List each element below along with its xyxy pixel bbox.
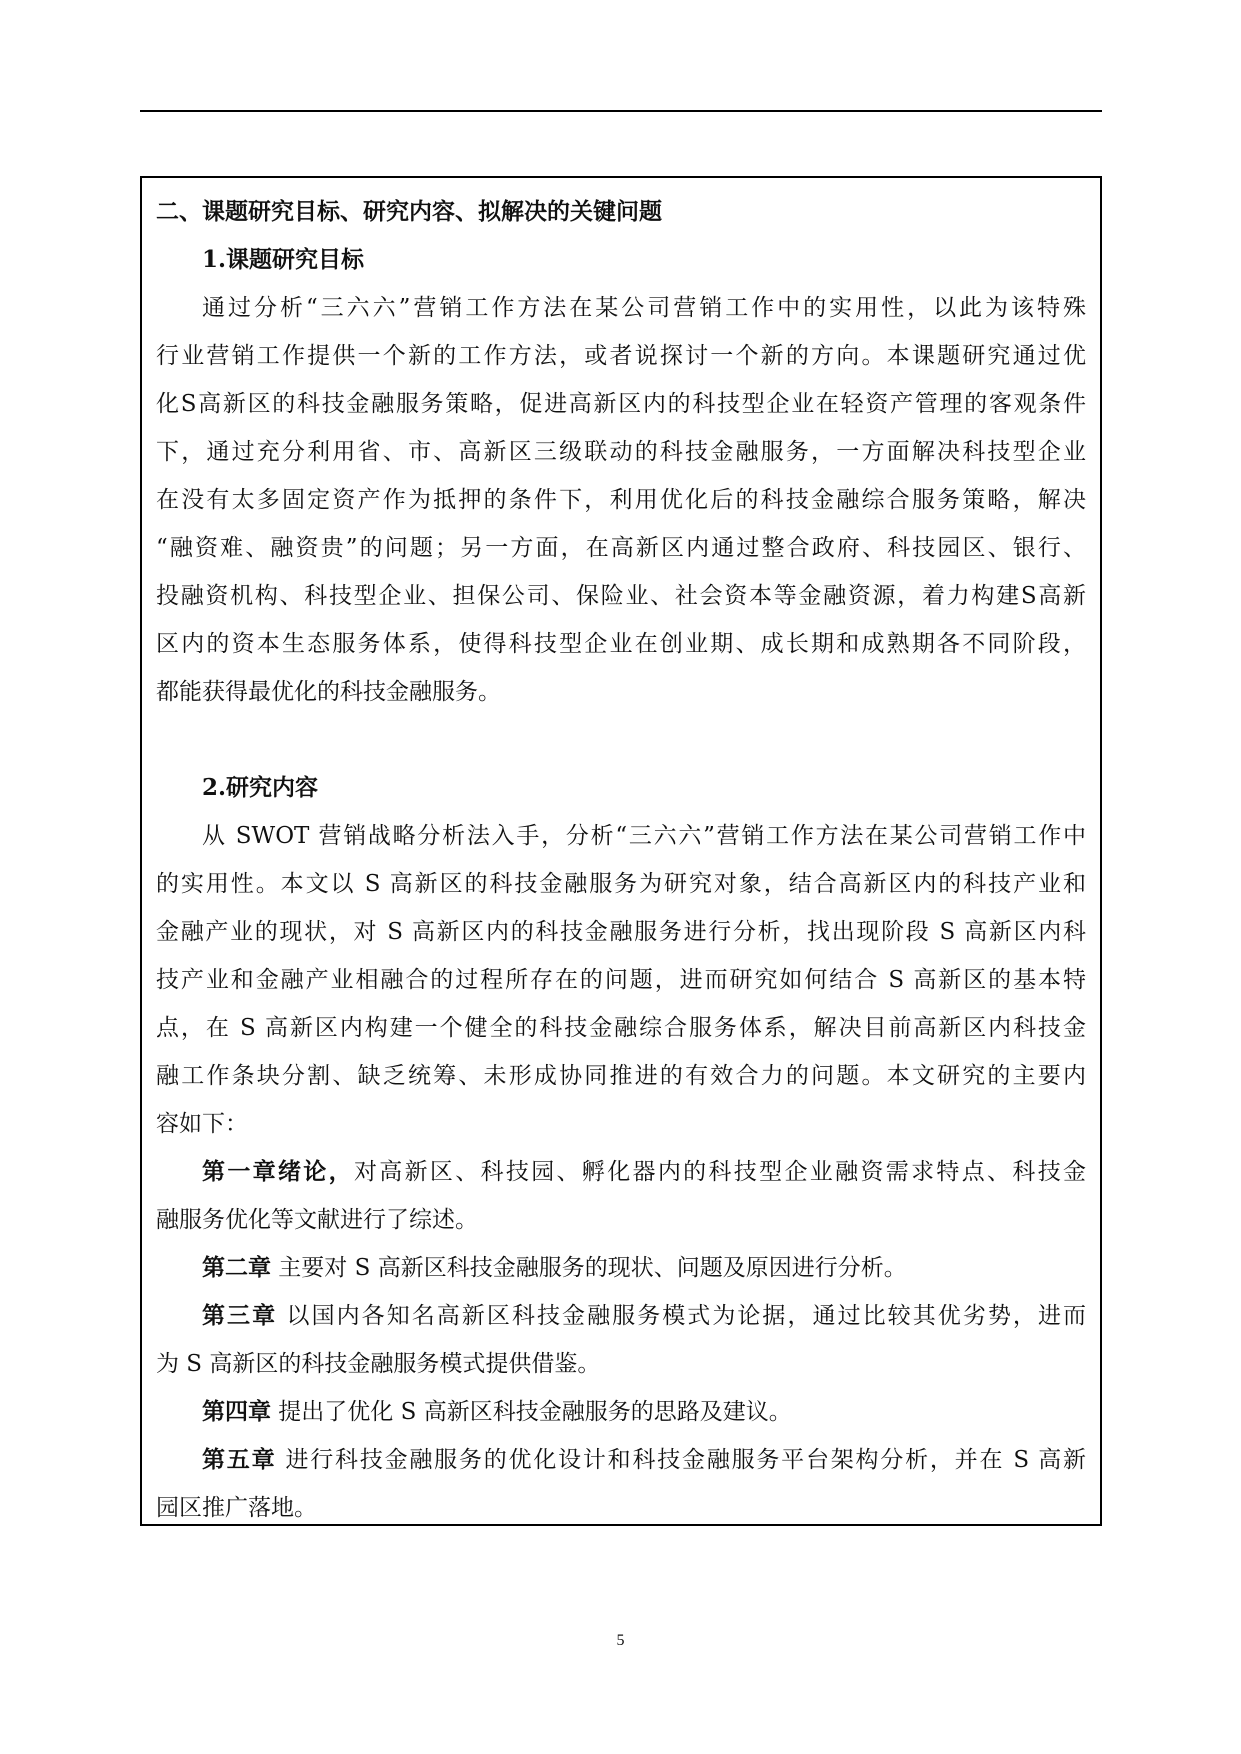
chapter-5-item: [156, 1436, 1086, 1532]
paragraph-line: 下，通过充分利用省、市、高新区三级联动的科技金融服务，一方面解决科技型企业: [156, 439, 1086, 465]
paragraph-line: 从 SWOT 营销战略分析法入手，分析“三六六”营销工作方法在某公司营销工作中: [202, 823, 1086, 849]
paragraph-line: 都能获得最优化的科技金融服务。: [156, 679, 501, 705]
chapter-line: 园区推广落地。: [156, 1495, 317, 1521]
chapter-text: 进行科技金融服务的优化设计和科技金融服务平台架构分析，并在 S 高新: [276, 1447, 1086, 1473]
chapter-text: 以国内各知名高新区科技金融服务模式为论据，通过比较其优劣势，进而: [277, 1303, 1086, 1329]
content-box: [140, 176, 1102, 1526]
paragraph-line: 区内的资本生态服务体系，使得科技型企业在创业期、成长期和成熟期各不同阶段，: [156, 631, 1086, 657]
chapter-line: [156, 1388, 1086, 1436]
chapter-text: 提出了优化 S 高新区科技金融服务的思路及建议。: [271, 1399, 792, 1425]
goal-paragraph: [156, 284, 1086, 716]
chapter-3-item: [156, 1292, 1086, 1388]
paragraph-line: 容如下：: [156, 1111, 248, 1137]
paragraph-line: 金融产业的现状，对 S 高新区内的科技金融服务进行分析，找出现阶段 S 高新区内科: [156, 919, 1086, 945]
chapter-text: 对高新区、科技园、孵化器内的科技型企业融资需求特点、科技金: [353, 1159, 1086, 1185]
paragraph-line: 行业营销工作提供一个新的工作方法，或者说探讨一个新的方向。本课题研究通过优: [156, 343, 1086, 369]
paragraph-line: 投融资机构、科技型企业、担保公司、保险业、社会资本等金融资源，着力构建S高新: [156, 583, 1086, 609]
chapter-1-item: [156, 1148, 1086, 1244]
paragraph-line: 在没有太多固定资产作为抵押的条件下，利用优化后的科技金融综合服务策略，解决: [156, 487, 1086, 513]
paragraph-line: 的实用性。本文以 S 高新区的科技金融服务为研究对象，结合高新区内的科技产业和: [156, 871, 1086, 897]
paragraph-line: 通过分析“三六六”营销工作方法在某公司营销工作中的实用性，以此为该特殊: [202, 295, 1086, 321]
chapter-line: [156, 1148, 1086, 1196]
chapter-label: 第三章: [202, 1302, 278, 1329]
chapter-line: 为 S 高新区的科技金融服务模式提供借鉴。: [156, 1351, 601, 1377]
content-paragraph: [156, 812, 1086, 1148]
chapter-label: 第五章: [202, 1446, 277, 1473]
paragraph-line: 化S高新区的科技金融服务策略，促进高新区内的科技型企业在轻资产管理的客观条件: [156, 391, 1086, 417]
chapter-4-item: [156, 1388, 1086, 1436]
section-title: 二、课题研究目标、研究内容、拟解决的关键问题: [156, 198, 662, 225]
page-number: 5: [616, 1632, 625, 1649]
chapter-line: [156, 1436, 1086, 1484]
chapter-label: 第四章: [202, 1398, 271, 1425]
chapter-label: 第一章绪论，: [202, 1158, 354, 1185]
chapter-label: 第二章: [202, 1254, 271, 1281]
paragraph-line: “融资难、融资贵”的问题；另一方面，在高新区内通过整合政府、科技园区、银行、: [156, 535, 1086, 561]
header-rule: [140, 110, 1102, 112]
chapter-text: 主要对 S 高新区科技金融服务的现状、问题及原因进行分析。: [271, 1255, 907, 1281]
paragraph-line: 融工作条块分割、缺乏统筹、未形成协同推进的有效合力的问题。本文研究的主要内: [156, 1063, 1086, 1089]
content-heading: 2.研究内容: [202, 774, 319, 801]
paragraph-line: 技产业和金融产业相融合的过程所存在的问题，进而研究如何结合 S 高新区的基本特: [156, 967, 1086, 993]
section-spacer: [156, 716, 1086, 764]
chapter-line: [156, 1292, 1086, 1340]
chapter-2-item: [156, 1244, 1086, 1292]
chapter-line: 融服务优化等文献进行了综述。: [156, 1207, 478, 1233]
goal-heading: 1.课题研究目标: [202, 246, 365, 273]
chapter-line: [156, 1244, 1086, 1292]
paragraph-line: 点，在 S 高新区内构建一个健全的科技金融综合服务体系，解决目前高新区内科技金: [156, 1015, 1086, 1041]
